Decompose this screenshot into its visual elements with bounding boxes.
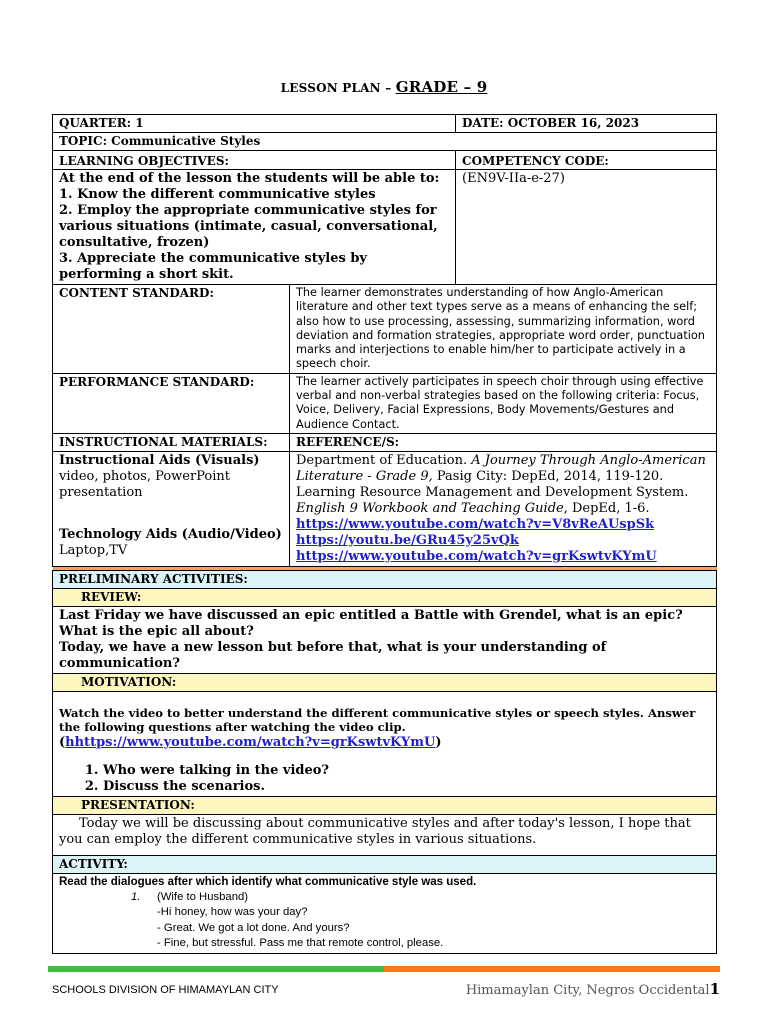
review-label: REVIEW:: [53, 588, 717, 606]
motivation-questions: [85, 763, 710, 795]
dialogue-number: 1.: [131, 890, 141, 903]
footer-bar: [48, 966, 720, 972]
preliminary-label: PRELIMINARY ACTIVITIES:: [53, 570, 717, 588]
tech-aids-label: Technology Aids (Audio/Video): [59, 526, 282, 542]
reference-link[interactable]: https://www.youtube.com/watch?v=grKswtvKYmU: [296, 548, 657, 564]
dialogue-line: - Fine, but stressful. Pass me that remote control, please.: [157, 937, 444, 950]
presentation-cell: [53, 814, 717, 855]
content-standard-text: The learner demonstrates understanding of how Anglo-American literature and other text types serve as a means of enhancing the self; also how to use processing, assessing, summarizing information, word deviation and formation strategies, appropriate word order, punctuation marks and interjections to enable him/her to participate actively in a speech choir.: [290, 285, 717, 374]
activity-instruction: Read the dialogues after which identify what communicative style was used.: [59, 875, 477, 888]
reference-title: A Journey Through Anglo-American Literature - Grade 9,: [296, 452, 706, 484]
dialogue-block: [131, 890, 710, 952]
objectives-header: LEARNING OBJECTIVES:: [53, 151, 456, 170]
topic-cell: TOPIC: Communicative Styles: [53, 133, 717, 151]
competency-header: COMPETENCY CODE:: [456, 151, 717, 170]
title-prefix: LESSON PLAN –: [280, 81, 396, 95]
footer-bar-green: [48, 966, 384, 972]
question-item: 1. Who were talking in the video?: [103, 763, 710, 779]
objective-item: 1. Know the different communicative styles: [59, 187, 376, 202]
competency-code: (EN9V-IIa-e-27): [456, 170, 717, 285]
tech-aids-text: Laptop,TV: [59, 542, 128, 558]
title-grade: GRADE – 9: [395, 78, 488, 96]
question-item: 2. Discuss the scenarios.: [103, 779, 710, 795]
references-label: REFERENCE/S:: [290, 433, 717, 451]
objectives-cell: [53, 170, 456, 285]
reference-link[interactable]: https://www.youtube.com/watch?v=V8vReAUspSk: [296, 516, 655, 532]
presentation-label: PRESENTATION:: [53, 796, 717, 814]
review-text: Last Friday we have discussed an epic entitled a Battle with Grendel, what is an epic? What is the epic all about?: [59, 607, 683, 639]
activity-label: ACTIVITY:: [53, 855, 717, 873]
visual-aids-label: Instructional Aids (Visuals): [59, 452, 260, 468]
objectives-intro: At the end of the lesson the students will be able to:: [59, 171, 440, 186]
footer-division: SCHOOLS DIVISION OF HIMAMAYLAN CITY: [52, 984, 279, 996]
presentation-text: Today we will be discussing about communicative styles and after today's lesson, I hope that you can employ the different communicative styles in various situations.: [59, 815, 691, 847]
dialogue-line: -Hi honey, how was your day?: [157, 906, 308, 919]
date-cell: DATE: OCTOBER 16, 2023: [456, 115, 717, 133]
motivation-text: Watch the video to better understand the different communicative styles or speech styles. Answer the following questions after watching the video clip.: [59, 705, 696, 735]
page-title: [0, 78, 768, 96]
performance-standard-label: PERFORMANCE STANDARD:: [53, 373, 290, 433]
footer-location-text: Himamaylan City, Negros Occidental: [465, 983, 710, 998]
lesson-plan-table: [52, 114, 717, 954]
performance-standard-text: The learner actively participates in speech choir through using effective verbal and non-verbal strategies based on the following criteria: Focus, Voice, Delivery, Facial Expressions, Body Movements/Gestures and Audience Contact.: [290, 373, 717, 433]
content-standard-label: CONTENT STANDARD:: [53, 285, 290, 374]
activity-cell: [53, 873, 717, 953]
visual-aids-text: video, photos, PowerPoint presentation: [59, 468, 230, 500]
materials-cell: [53, 451, 290, 566]
references-cell: [290, 451, 717, 566]
reference-text: Department of Education.: [296, 452, 472, 468]
quarter-cell: QUARTER: 1: [53, 115, 456, 133]
materials-label: INSTRUCTIONAL MATERIALS:: [53, 433, 290, 451]
reference-link[interactable]: https://youtu.be/GRu45y25vQk: [296, 532, 519, 548]
footer-location: [466, 980, 720, 998]
footer-bar-orange: [384, 966, 720, 972]
review-cell: [53, 606, 717, 673]
objective-item: 2. Employ the appropriate communicative styles for various situations (intimate, casual, conversational, consultative, frozen): [59, 203, 438, 250]
reference-text: Pasig City: DepEd, 2014, 119-120. Learning Resource Management and Development System.: [296, 468, 689, 500]
review-text: Today, we have a new lesson but before that, what is your understanding of communication?: [59, 639, 607, 671]
dialogue-heading: (Wife to Husband): [157, 890, 249, 903]
motivation-cell: Watch the video to better understand the different communicative styles or speech styles. Answer the following questions after watching the video clip. (hhttps://www.youtube.com/watch?v=grKswtvKYmU) 1. Who were talking in the video? 2. Discuss the scenarios.: [53, 691, 717, 796]
motivation-link[interactable]: hhttps://www.youtube.com/watch?v=grKswtvKYmU: [65, 734, 436, 750]
objective-item: 3. Appreciate the communicative styles by performing a short skit.: [59, 251, 367, 282]
reference-title: English 9 Workbook and Teaching Guide: [296, 500, 564, 516]
reference-text: , DepEd, 1-6.: [563, 500, 650, 516]
dialogue-line: - Great. We got a lot done. And yours?: [157, 921, 350, 934]
page-number: 1: [709, 980, 720, 998]
motivation-label: MOTIVATION:: [53, 673, 717, 691]
